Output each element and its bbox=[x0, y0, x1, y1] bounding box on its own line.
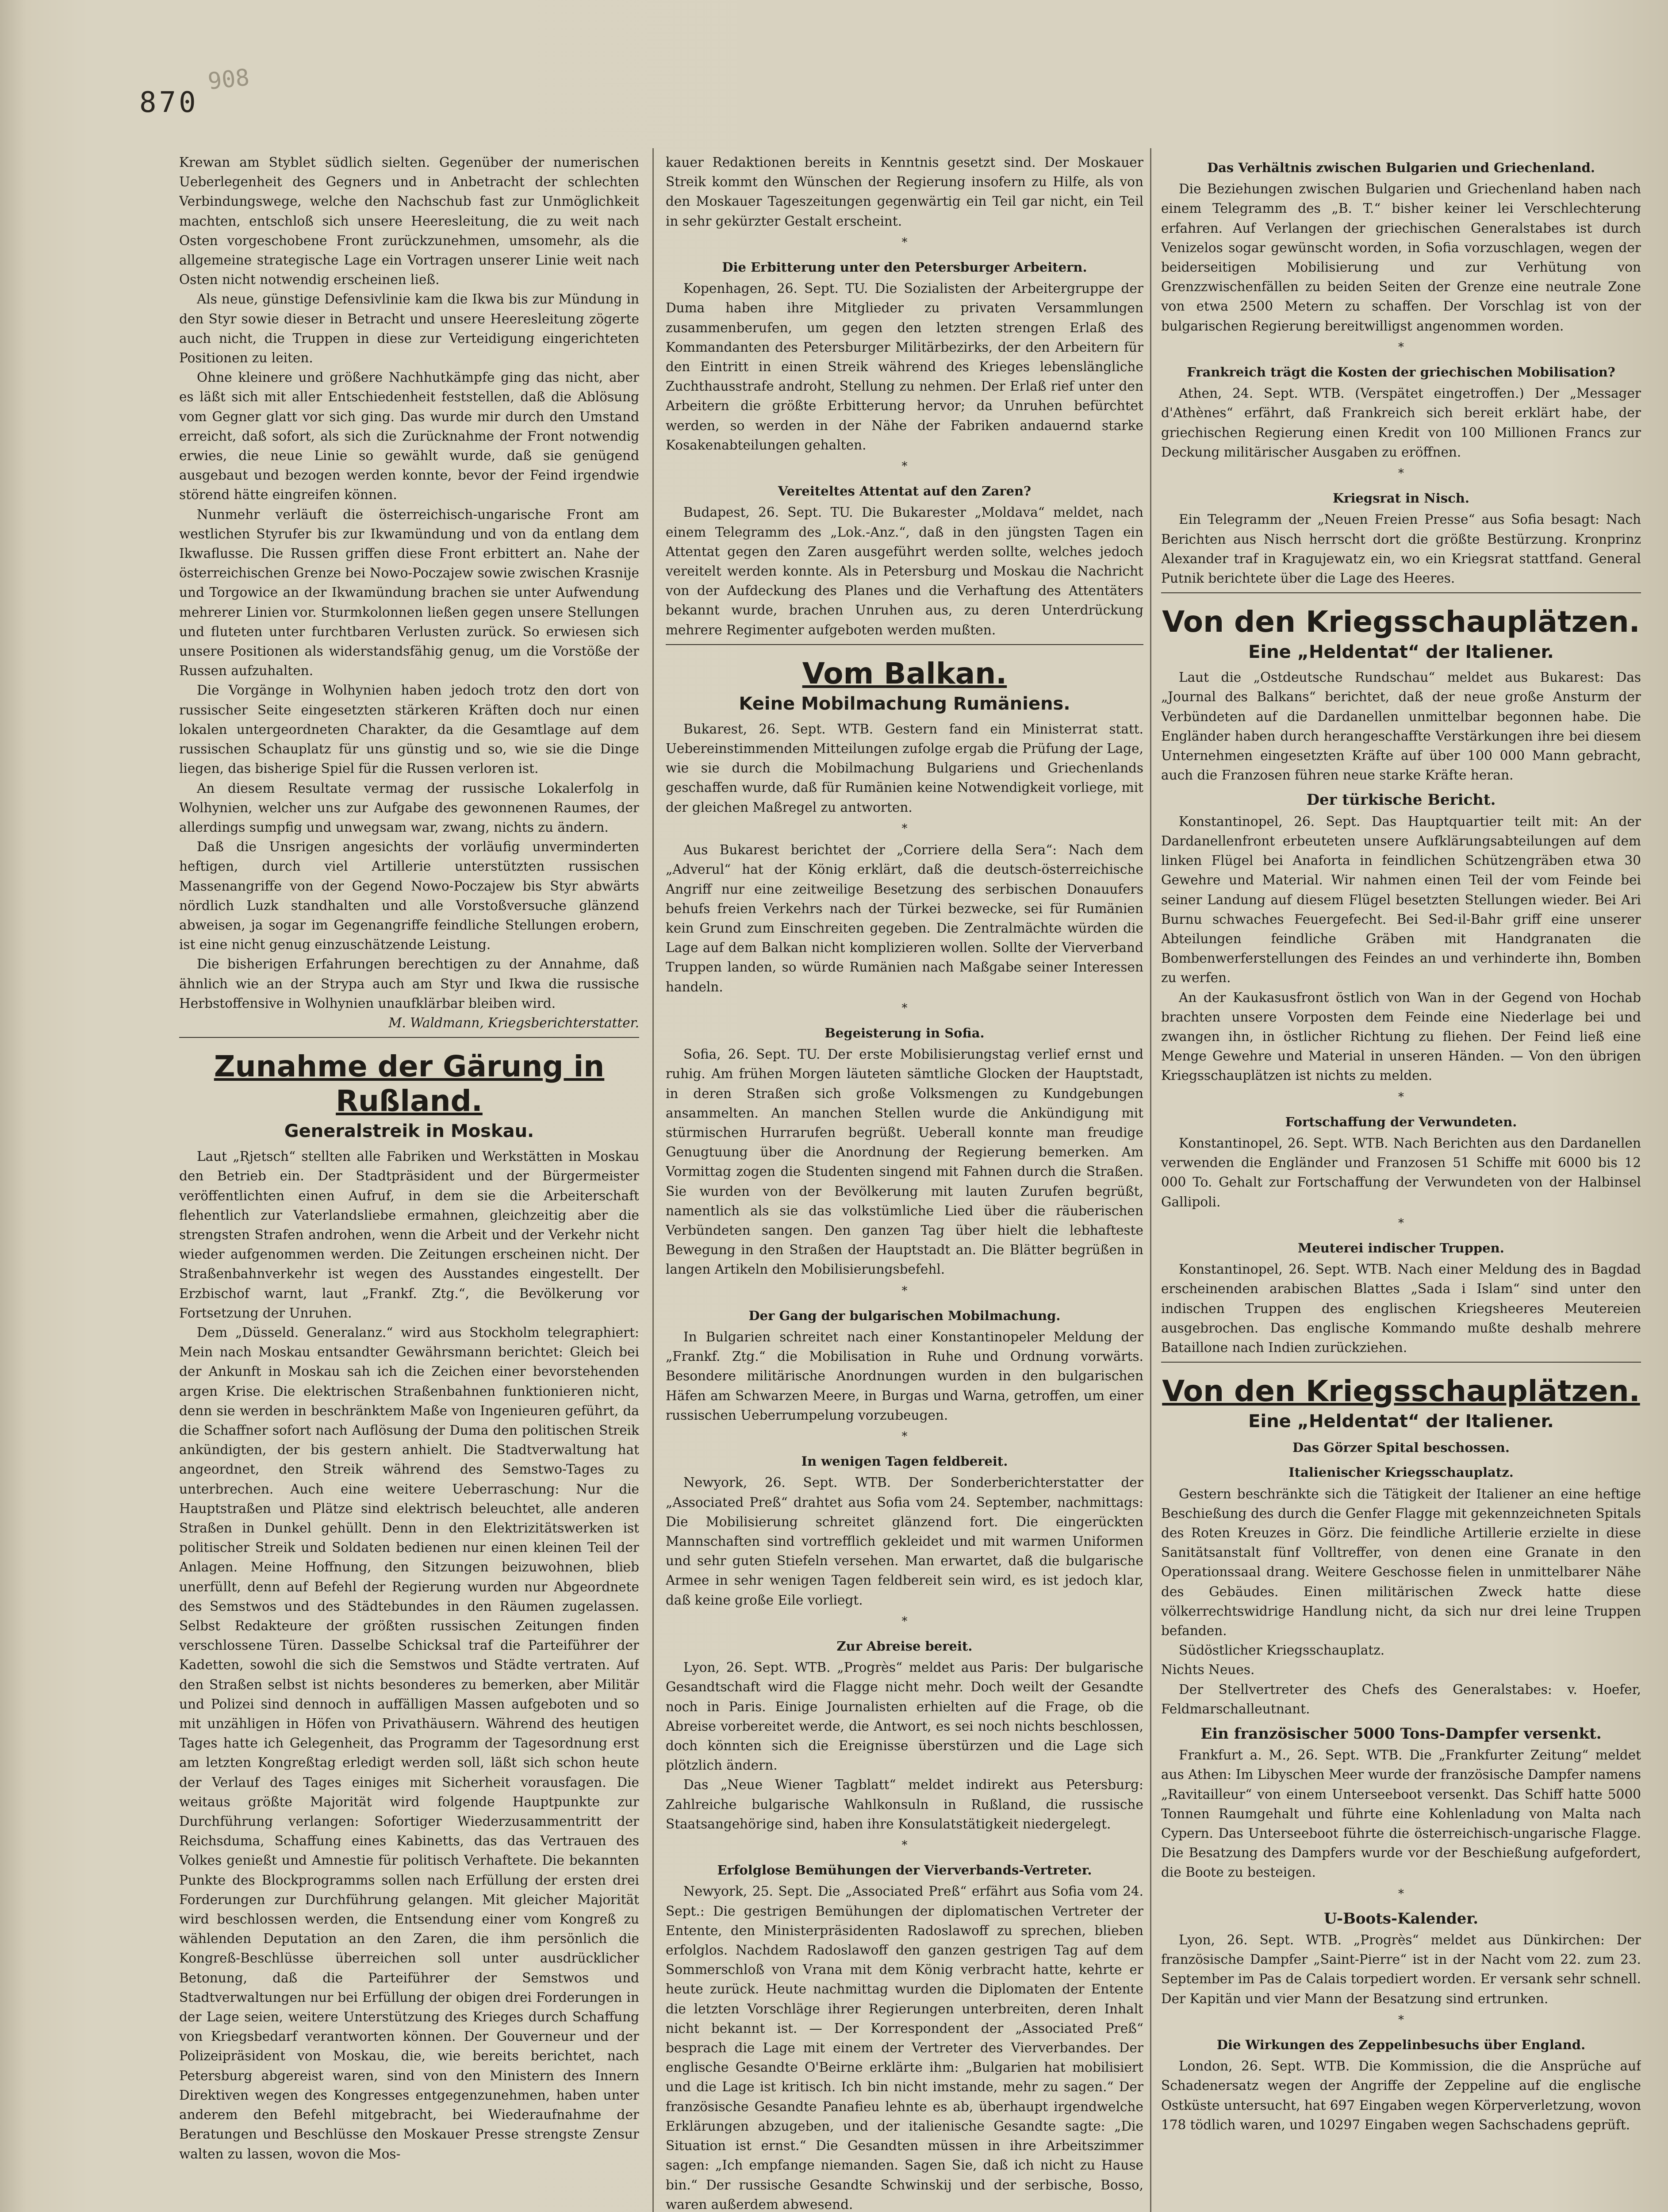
section-divider bbox=[1161, 1362, 1641, 1363]
article-paragraph: An diesem Resultate vermag der russische Lokalerfolg in Wolhynien, welcher uns zur Aufgabe des gewonnenen Raumes, der allerdings sumpfig und unwegsam war, zwang, nichts zu ändern. bbox=[179, 780, 639, 835]
article-paragraph: Nunmehr verläuft die österreichisch-ungarische Front am westlichen Styrufer bis zur Ikwamündung und von da entlang dem Ikwaflusse. Die Russen griffen diese Front erbittert an. Nahe der österreichischen Grenze bei Nowo-Poczajew sowie zwischen Krasnije und Torgowice an der Ikwamündung brachen sie unter Aufwendung mehrerer Linien vor. Sturmkolonnen ließen gegen unsere Stellungen und fluteten unter furchtbaren Verlusten zurück. So erwiesen sich unsere Positionen als widerstandsfähig genug, um die Vorstöße der Russen aufzuhalten. bbox=[179, 507, 639, 679]
separator-asterisk: * bbox=[901, 822, 908, 835]
article-paragraph: Laut „Rjetsch“ stellten alle Fabriken und Werkstätten in Moskau den Betrieb ein. Der Stadtpräsident und der Bürgermeister veröffentlichten einen Aufruf, in dem sie die Arbeiterschaft flehentlich zur Vaterlandsliebe ermahnen, gleichzeitig aber die strengsten Strafen androhen, wenn die Arbeit und der Verkehr nicht wieder aufgenommen werden. Die Zeitungen erscheinen nicht. Der Straßenbahnverkehr ist wegen des Ausstandes eingestellt. Der Erzbischof warnt, laut „Frankf. Ztg.“, die Bevölkerung vor Fortsetzung der Unruhen. bbox=[179, 1149, 639, 1321]
article-paragraph: Dem „Düsseld. Generalanz.“ wird aus Stockholm telegraphiert: Mein nach Moskau entsandter Gewährsmann berichtet: Gleich bei der Ankunft in Moskau sah ich die Zeichen einer bevorstehenden argen Krise. Die elektrischen Straßenbahnen funktionieren nicht, denn sie werden in beschränktem Maße von Ingenieuren geführt, da die Schaffner sofort nach Auflösung der Duma den politischen Streik ankündigten, der bis gestern anhielt. Die Stadtverwaltung hat angeordnet, den Streik während des Semstwo-Tages zu unterbrechen. Auch eine weitere Ueberraschung: Nur die Hauptstraßen und Plätze sind elektrisch beleuchtet, alle anderen Straßen in Dunkel gehüllt. Denn in den Elektrizitätswerken ist politischer Streik und Soldaten bedienen nur einen kleinen Teil der Anlagen. Meine Hoffnung, den Sitzungen beizuwohnen, blieb unerfüllt, denn auf Befehl der Regierung wurden nur Abgeordnete des Semstwos und des Städtebundes in den Räumen zugelassen. Selbst Redakteure der größten russischen Zeitungen finden verschlossene Türen. Dasselbe Schicksal traf die Parteiführer der Kadetten, sowohl die sich die Semstwos und Städte vertraten. Auf den Straßen selbst ist nichts besonderes zu bemerken, aber Militär und Polizei sind dennoch in auffälligen Massen aufgeboten und so mit unzähligen in Höfen von Privathäusern. Während des heutigen Tages hatte ich Gelegenheit, das Programm der Tagesordnung erst am letzten Kongreßtag erledigt werden soll, läßt sich schon heute der Verlauf des Tages einiges mit Sicherheit vorausfagen. Die weitaus größte Majorität wird folgende Hauptpunkte zur Durchführung verlangen: Sofortiger Wiederzusammentritt der Reichsduma, Schaffung eines Kabinetts, das das Vertrauen des Volkes genießt und Amnestie für politisch Verhaftete. Die bekannten Punkte des Blockprogramms sollen nach Erfüllung der ersten drei Forderungen zur Durchführung gelangen. Mit gleicher Majorität wird beschlossen werden, die Entsendung einer vom Kongreß zu wählenden Deputation an den Zaren, die ihm persönlich die Kongreß-Beschlüsse überreichen soll unter ausdrücklicher Betonung, daß die Parteiführer der Semstwos und Stadtverwaltungen nur bei Erfüllung der obigen drei Forderungen in der Lage seien, weitere Unterstützung des Krieges durch Schaffung von Kriegsbedarf verantworten können. Der Gouverneur und der Polizeipräsident von Moskau, die, wie bereits berichtet, nach Petersburg abgereist waren, sind von den Ministern des Innern Direktiven wegen des Kongresses entgegenzunehmen, haben unter anderem den Befehl mitgebracht, bei Wiederaufnahme der Beratungen und Beschlüsse den Moskauer Presse strengste Zensur walten zu lassen, wovon die Mos- bbox=[179, 1325, 639, 2162]
article-subheading: Der türkische Bericht. bbox=[1306, 791, 1496, 809]
article-paragraph: Kopenhagen, 26. Sept. TU. Die Sozialisten der Arbeitergruppe der Duma haben ihre Mitglieder zu privaten Versammlungen zusammenberufen, um gegen den letzten strengen Erlaß des Kommandanten des Petersburger Militärbezirks, der den Arbeitern für den Eintritt in einen Streik während des Krieges lebenslängliche Zuchthausstrafe androht, Stellung zu nehmen. Der Erlaß rief unter den Arbeitern die größte Erbitterung hervor; da Unruhen befürchtet werden, so werden in der Nähe der Fabriken andauernd starke Kosakenabteilungen gehalten. bbox=[666, 281, 1143, 453]
article-paragraph: Als neue, günstige Defensivlinie kam die Ikwa bis zur Mündung in den Styr sowie dieser in Betracht und unsere Heeresleitung zögerte auch nicht, die Truppen in diese zur Verteidigung eingerichteten Positionen zu leiten. bbox=[179, 292, 639, 366]
article-subheading: Das Verhältnis zwischen Bulgarien und Griechenland. bbox=[1207, 160, 1595, 175]
article-paragraph: Ein Telegramm der „Neuen Freien Presse“ aus Sofia besagt: Nach Berichten aus Nisch herrscht dort die größte Bestürzung. Kronprinz Alexander traf in Kragujewatz ein, wo ein Kriegsrat stattfand. General Putnik berichtete über die Lage des Heeres. bbox=[1161, 512, 1641, 586]
article-subheading: Das Görzer Spital beschossen. bbox=[1292, 1440, 1510, 1455]
article-paragraph: Lyon, 26. Sept. WTB. „Progrès“ meldet aus Paris: Der bulgarische Gesandtschaft wird die Flagge nicht mehr. Doch weilt der Gesandte noch in Paris. Einige Journalisten erhielten auf die Frage, ob die Abreise vorbereitet werde, die Antwort, es sei noch nichts beschlossen, doch könnten sich die Ereignisse überstürzen und die Lage sich plötzlich ändern. bbox=[666, 1660, 1143, 1773]
article-paragraph: Konstantinopel, 26. Sept. WTB. Nach einer Meldung des in Bagdad erscheinenden arabischen Blattes „Sada i Islam“ sind unter den indischen Truppen des englischen Kriegsheeres Meutereien ausgebrochen. Das englische Kommando mußte deshalb mehrere Bataillone nach Indien zurückziehen. bbox=[1161, 1262, 1641, 1355]
article-paragraph: In Bulgarien schreitet nach einer Konstantinopeler Meldung der „Frankf. Ztg.“ die Mobilisation in Ruhe und Ordnung vorwärts. Besondere militärische Anordnungen wurden in den bulgarischen Häfen am Schwarzen Meere, in Burgas und Warna, getroffen, um einer russischen Ueberrumpelung vorzubeugen. bbox=[666, 1329, 1143, 1423]
article-paragraph: Lyon, 26. Sept. WTB. „Progrès“ meldet aus Dünkirchen: Der französische Dampfer „Saint-Pierre“ ist in der Nacht vom 22. zum 23. September im Pas de Calais torpediert worden. Er versank sehr schnell. Der Kapitän und vier Mann der Besatzung sind ertrunken. bbox=[1161, 1932, 1641, 2006]
section-divider bbox=[666, 644, 1143, 645]
article-subheading: Vereiteltes Attentat auf den Zaren? bbox=[778, 484, 1031, 499]
article-paragraph: Krewan am Styblet südlich sielten. Gegenüber der numerischen Ueberlegenheit des Gegners und in Anbetracht der schlechten Verbindungswege, welche den Nachschub fast zur Unmöglichkeit machten, entschloß sich unsere Heeresleitung, die zu weit nach Osten vorgeschobene Front zurückzunehmen, umsomehr, als die allgemeine strategische Lage ein Vortragen unserer Linie weit nach Osten nicht notwendig erscheinen ließ. bbox=[179, 155, 639, 288]
article-paragraph: Aus Bukarest berichtet der „Corriere della Sera“: Nach dem „Adverul“ hat der König erklärt, daß die deutsch-österreichische Angriff nur eine zeitweilige Besetzung des serbischen Donauufers behufs freien Verkehrs nach der Türkei bezwecke, sei für Rumänien kein Grund zum Einschreiten gegeben. Die Zentralmächte würden die Lage auf dem Balkan nicht komplizieren wollen. Sollte der Vierverband Truppen landen, so würde Rumänien nach Maßgabe seiner Interessen handeln. bbox=[666, 842, 1143, 995]
article-paragraph: London, 26. Sept. WTB. Die Kommission, die die Ansprüche auf Schadenersatz wegen der Angriffe der Zeppeline auf die englische Ostküste untersucht, hat 697 Eingaben wegen Körperverletzung, wovon 178 tödlich waren, und 10297 Eingaben wegen Sachschadens geprüft. bbox=[1161, 2058, 1641, 2132]
subheadline-italians: Eine „Heldentat“ der Italiener. bbox=[1248, 1411, 1554, 1432]
headline-dardanelles: Von den Kriegsschauplätzen. bbox=[1162, 605, 1640, 639]
article-subheading: Die Wirkungen des Zeppelinbesuchs über England. bbox=[1216, 2037, 1586, 2053]
column-divider bbox=[1150, 148, 1151, 2212]
article-subheading: Erfolglose Bemühungen der Vierverbands-Vertreter. bbox=[717, 1863, 1092, 1878]
subheadline-romania: Keine Mobilmachung Rumäniens. bbox=[739, 693, 1070, 714]
article-paragraph: Sofia, 26. Sept. TU. Der erste Mobilisierungstag verlief ernst und ruhig. Am frühen Morgen läuteten sämtliche Glocken der Hauptstadt, in deren Straßen sich große Volksmengen zu Kundgebungen ansammelten. An manchen Stellen wurde die Ankündigung mit stürmischen Hurrarufen begrüßt. Ueberall konnte man freudige Genugtuung über die Anordnung der Regierung bemerken. Am Vormittag zogen die Studenten singend mit Fahnen durch die Straßen. Sie wurden von der Bevölkerung mit lauten Zurufen begrüßt, namentlich als sie das volkstümliche Lied über die räuberischen Verbündeten sangen. Den ganzen Tag über hielt die lebhafteste Bewegung in den Straßen der Hauptstadt an. Die Blätter begrüßen in langen Artikeln den Mobilisierungsbefehl. bbox=[666, 1047, 1143, 1277]
article-subheading: Kriegsrat in Nisch. bbox=[1332, 491, 1469, 506]
article-paragraph: Südöstlicher Kriegsschauplatz. bbox=[1179, 1643, 1385, 1658]
article-subheading: Begeisterung in Sofia. bbox=[824, 1025, 985, 1041]
article-paragraph: Bukarest, 26. Sept. WTB. Gestern fand ein Ministerrat statt. Uebereinstimmenden Mitteilungen zufolge ergab die Prüfung der Lage, wie sie durch die Mobilmachung Bulgariens und Griechenlands geschaffen wurde, daß für Rumänien keine Notwendigkeit vorliege, mit der gleichen Maßregel zu antworten. bbox=[666, 721, 1143, 815]
separator-asterisk: * bbox=[901, 1284, 908, 1298]
article-paragraph: Die Beziehungen zwischen Bulgarien und Griechenland haben nach einem Telegramm des „B. T.“ bisher keiner lei Verschlechterung erfahren. Auf Verlangen der griechischen Generalstabes ist durch Venizelos sogar gewünscht worden, in Sofia vorzuschlagen, wegen der beiderseitigen Mobilisierung und zur Verhütung von Grenzzwischenfällen zu beiden Seiten der Grenze eine neutrale Zone von etwa 2500 Metern zu schaffen. Der Vorschlag ist von der bulgarischen Regierung bereitwilligst angenommen worden. bbox=[1161, 181, 1641, 334]
column-3 bbox=[1161, 153, 1641, 2212]
article-paragraph: Nichts Neues. bbox=[1161, 1662, 1255, 1678]
article-subheading: U-Boots-Kalender. bbox=[1323, 1909, 1479, 1928]
column-1 bbox=[179, 153, 639, 2212]
separator-asterisk: * bbox=[1398, 1887, 1404, 1901]
article-paragraph: Frankfurt a. M., 26. Sept. WTB. Die „Frankfurter Zeitung“ meldet aus Athen: Im Libyschen Meer wurde der französische Dampfer namens „Ravitailleur“ von einem Unterseeboot versenkt. Das Schiff hatte 5000 Tonnen Raumgehalt und führte eine Kohlenladung von Malta nach Cypern. Das Unterseeboot führte die österreichisch-ungarische Flagge. Die Besatzung des Dampfers wurde vor der Beschießung aufgefordert, die Boote zu besteigen. bbox=[1161, 1747, 1641, 1880]
article-paragraph: Das „Neue Wiener Tagblatt“ meldet indirekt aus Petersburg: Zahlreiche bulgarische Wahlkonsuln in Rußland, die russische Staatsangehörige sind, haben ihre Konsulatstätigkeit niedergelegt. bbox=[666, 1777, 1143, 1832]
article-paragraph: Die bisherigen Erfahrungen berechtigen zu der Annahme, daß ähnlich wie an der Strypa auch am Styr und Ikwa die russische Herbstoffensive in Wolhynien unaufklärbar bleiben wird. bbox=[179, 956, 639, 1011]
article-subheading: In wenigen Tagen feldbereit. bbox=[801, 1454, 1008, 1469]
article-paragraph: Gestern beschränkte sich die Tätigkeit der Italiener an eine heftige Beschießung des durch die Genfer Flagge mit gekennzeichneten Spitals des Roten Kreuzes in Görz. Die feindliche Artillerie erzielte in diese Sanitätsanstalt fünf Volltreffer, von denen eine Granate in den Operationssaal drang. Weitere Geschosse fielen in unmittelbarer Nähe des Gebäudes. Einen militärischen Zweck hatte diese völkerrechtswidrige Handlung nicht, da sich nur drei leine Truppen befanden. bbox=[1161, 1486, 1641, 1638]
column-divider bbox=[652, 148, 654, 2212]
article-paragraph: An der Kaukasusfront östlich von Wan in der Gegend von Hochab brachten unsere Vorposten dem Feinde eine Niederlage bei und zwangen ihn, in östlicher Richtung zu fliehen. Der Feind ließ eine Menge Gewehre und Material in unseren Händen. — Von den übrigen Kriegsschauplätzen ist nichts zu melden. bbox=[1161, 990, 1641, 1083]
article-paragraph: kauer Redaktionen bereits in Kenntnis gesetzt sind. Der Moskauer Streik kommt den Wünschen der Regierung insofern zu Hilfe, als von den Moskauer Tageszeitungen gegenwärtig ein Teil gar nicht, ein Teil in sehr gekürzter Gestalt erscheint. bbox=[666, 155, 1143, 229]
article-subheading: Ein französischer 5000 Tons-Dampfer versenkt. bbox=[1200, 1725, 1602, 1743]
section-divider bbox=[179, 1037, 639, 1038]
article-subheading: Fortschaffung der Verwundeten. bbox=[1285, 1114, 1517, 1129]
article-paragraph: Konstantinopel, 26. Sept. Das Hauptquartier teilt mit: An der Dardanellenfront erbeuteten unsere Aufklärungsabteilungen auf dem linken Flügel bei Anaforta in feindlichen Schützengräben etwa 30 Gewehre und Material. Wir nahmen einen Teil der vom Feinde bei seiner Landung auf diesem Flügel besetzten Stellungen wieder. Bei Ari Burnu schwaches Feuergefecht. Bei Sed-il-Bahr griff eine unserer Abteilungen feindliche Gräben mit Handgranaten die Bombenwerferstellungen des Feindes an und verhinderte ihn, Bomben zu werfen. bbox=[1161, 814, 1641, 986]
article-subheading: Der Gang der bulgarischen Mobilmachung. bbox=[748, 1308, 1061, 1323]
article-subheading: Die Erbitterung unter den Petersburger Arbeitern. bbox=[722, 260, 1087, 275]
article-paragraph: Der Stellvertreter des Chefs des Generalstabes: v. Hoefer, Feldmarschalleutnant. bbox=[1161, 1682, 1641, 1717]
separator-asterisk: * bbox=[901, 1839, 908, 1852]
ghost-page-number: 908 bbox=[207, 64, 251, 95]
article-paragraph: Newyork, 26. Sept. WTB. Der Sonderberichterstatter der „Associated Preß“ drahtet aus Sofia vom 24. September, nachmittags: Die Mobilisierung schreitet glänzend fort. Die eingerückten Mannschaften sind vortrefflich gekleidet und mit warmen Uniformen und sehr guten Stiefeln versehen. Man erwartet, daß die bulgarische Armee in sehr wenigen Tagen feldbereit sein wird, es ist jedoch klar, daß keine große Eile vorliegt. bbox=[666, 1475, 1143, 1608]
article-paragraph: Athen, 24. Sept. WTB. (Verspätet eingetroffen.) Der „Messager d'Athènes“ erfährt, daß Frankreich sich bereit erklärt habe, der griechischen Regierung einen Kredit von 100 Millionen Francs zur Deckung militärischer Ausgaben zu eröffnen. bbox=[1161, 386, 1641, 460]
separator-asterisk: * bbox=[901, 1001, 908, 1015]
column-2 bbox=[666, 153, 1143, 2212]
article-subheading: Zur Abreise bereit. bbox=[836, 1639, 973, 1654]
separator-asterisk: * bbox=[901, 1429, 908, 1443]
author-signature: M. Waldmann, Kriegsberichterstatter. bbox=[388, 1015, 639, 1030]
article-subheading: Frankreich trägt die Kosten der griechischen Mobilisation? bbox=[1187, 365, 1615, 380]
separator-asterisk: * bbox=[901, 235, 908, 249]
separator-asterisk: * bbox=[901, 460, 908, 473]
separator-asterisk: * bbox=[1398, 1090, 1404, 1104]
headline-balkan: Vom Balkan. bbox=[802, 656, 1007, 691]
headline-war-theaters: Von den Kriegsschauplätzen. bbox=[1162, 1374, 1640, 1409]
headline-russia: Zunahme der Gärung in Rußland. bbox=[214, 1049, 605, 1118]
subheadline-moscow-strike: Generalstreik in Moskau. bbox=[284, 1121, 534, 1142]
separator-asterisk: * bbox=[1398, 340, 1404, 354]
article-paragraph: Ohne kleinere und größere Nachhutkämpfe ging das nicht, aber es läßt sich mit aller Entschiedenheit feststellen, daß die Ablösung vom Gegner glatt vor sich ging. Das wurde mir durch den Umstand erreicht, daß sofort, als sich die Zurücknahme der Front notwendig erwies, die neue Linie so gewählt wurde, daß sie genügend ausgebaut und bezogen werden konnte, bevor der Feind irgendwie störend hätte eingreifen können. bbox=[179, 370, 639, 503]
separator-asterisk: * bbox=[1398, 2013, 1404, 2027]
article-paragraph: Konstantinopel, 26. Sept. WTB. Nach Berichten aus den Dardanellen verwenden die Engländer und Franzosen 51 Schiffe mit 6000 bis 12 000 To. Gehalt zur Fortschaffung der Verwundeten von der Halbinsel Gallipoli. bbox=[1161, 1135, 1641, 1210]
article-paragraph: Daß die Unsrigen angesichts der vorläufig unverminderten heftigen, durch viel Artillerie unterstützten russischen Massenangriffe von der Gegend Nowo-Poczajew bis Styr abwärts nördlich Luzk standhalten und alle Vorstoßversuche glänzend abweisen, ja sogar im Gegenangriffe feindliche Stellungen erobern, ist eine nicht genug einzuschätzende Leistung. bbox=[179, 839, 639, 952]
article-paragraph: Budapest, 26. Sept. TU. Die Bukarester „Moldava“ meldet, nach einem Telegramm des „Lok.-Anz.“, daß in den jüngsten Tagen ein Attentat gegen den Zaren ausgeführt werden sollte, welches jedoch vereitelt werden konnte. Als in Petersburg und Moskau die Nachricht von der Aufdeckung des Planes und die Verhaftung des Attentäters bekannt wurde, brachen Unruhen aus, zu deren Unterdrückung mehrere Regimenter aufgeboten werden mußten. bbox=[666, 505, 1143, 637]
page-number: 870 bbox=[139, 86, 199, 119]
separator-asterisk: * bbox=[1398, 467, 1404, 480]
article-subheading: Meuterei indischer Truppen. bbox=[1298, 1240, 1504, 1256]
article-subheading: Italienischer Kriegsschauplatz. bbox=[1288, 1465, 1514, 1480]
article-paragraph: Newyork, 25. Sept. Die „Associated Preß“ erfährt aus Sofia vom 24. Sept.: Die gestrigen Bemühungen der diplomatischen Vertreter der Entente, den Ministerpräsidenten Radoslawoff zu sprechen, blieben erfolglos. Nachdem Radoslawoff den ganzen gestrigen Tag auf dem Sommerschloß von Vrana mit dem König verbracht hatte, kehrte er heute zurück. Heute nachmittag wurden die Diplomaten der Entente die letzten Vorschläge ihrer Regierungen unterbreiten, deren Inhalt nicht bekannt ist. — Der Korrespondent der „Associated Preß“ besprach die Lage mit einem der Vertreter des Vierverbandes. Der englische Gesandte O'Beirne erklärte ihm: „Bulgarien hat mobilisiert und die Lage ist kritisch. Ich bin nicht imstande, mehr zu sagen.“ Der französische Gesandte Panafieu lehnte es ab, überhaupt irgendwelche Erklärungen abzugeben, und der italienische Gesandte sagte: „Die Situation ist ernst.“ Die Gesandten müssen in ihre Arbeitszimmer sagen: „Ich empfange niemanden. Sagen Sie, daß ich nicht zu Hause bin.“ Der russische Gesandte Schwinskij und der serbische, Bosso, waren außerdem abwesend. bbox=[666, 1884, 1143, 2212]
separator-asterisk: * bbox=[1398, 1216, 1404, 1230]
separator-asterisk: * bbox=[901, 1614, 908, 1628]
article-paragraph: Laut die „Ostdeutsche Rundschau“ meldet aus Bukarest: Das „Journal des Balkans“ berichtet, daß der neue große Ansturm der Verbündeten auf die Dardanellen unmittelbar begonnen habe. Die Engländer haben durch herangeschaffte Verstärkungen ihre bei diesem Unternehmen eingesetzten Kräfte auf über 100 000 Mann gebracht, auch die Franzosen führen neue starke Kräfte heran. bbox=[1161, 670, 1641, 783]
section-divider bbox=[1161, 592, 1641, 593]
subheadline-dardanelles-assault: Eine „Heldentat“ der Italiener. bbox=[1248, 642, 1554, 663]
article-paragraph: Die Vorgänge in Wolhynien haben jedoch trotz den dort von russischer Seite eingesetzten stärkeren Kräften doch nur einen lokalen untergeordneten Charakter, da die Gesamtlage auf dem russischen Schauplatz für uns günstig und so, wie sie die Dinge liegen, das bisherige Spiel für die Russen verloren ist. bbox=[179, 683, 639, 776]
